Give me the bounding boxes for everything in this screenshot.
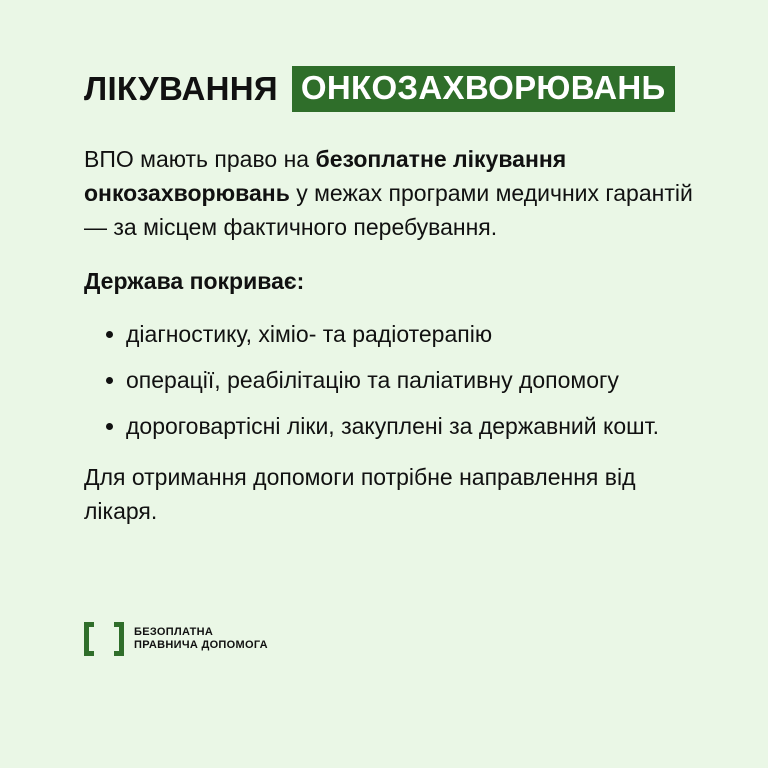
bracket-left-icon (84, 622, 94, 656)
bullet-dot-icon (106, 423, 113, 430)
logo-text (134, 626, 268, 652)
bullet-dot-icon (106, 377, 113, 384)
intro-text-bold: безоплатне лікування онкозахворювань (84, 146, 567, 206)
list-item-text: операції, реабілітацію та паліативну допомогу (126, 367, 619, 393)
title-plain: ЛІКУВАННЯ (84, 70, 278, 107)
list-item-text: діагностику, хіміо- та радіотерапію (126, 321, 493, 347)
title-highlight: ОНКОЗАХВОРЮВАНЬ (292, 66, 675, 112)
intro-text-end: у межах програми медичних гарантій — за місцем фактичного перебування. (84, 180, 693, 240)
coverage-heading: Держава покриває: (84, 268, 305, 294)
logo-line-2: ПРАВНИЧА ДОПОМОГА (134, 639, 268, 651)
bracket-right-icon (114, 622, 124, 656)
logo (84, 622, 268, 656)
page-title (84, 66, 708, 112)
intro-paragraph (84, 142, 694, 244)
bullet-dot-icon (106, 331, 113, 338)
logo-line-1: БЕЗОПЛАТНА (134, 626, 214, 638)
list-item (84, 318, 704, 350)
coverage-list (84, 318, 704, 442)
list-item-text: дороговартісні ліки, закуплені за державний кошт. (126, 413, 659, 439)
closing-paragraph: Для отримання допомоги потрібне направлення від лікаря. (84, 464, 636, 524)
intro-text-start: ВПО мають право на (84, 146, 316, 172)
list-item (84, 410, 704, 442)
list-item (84, 364, 704, 396)
